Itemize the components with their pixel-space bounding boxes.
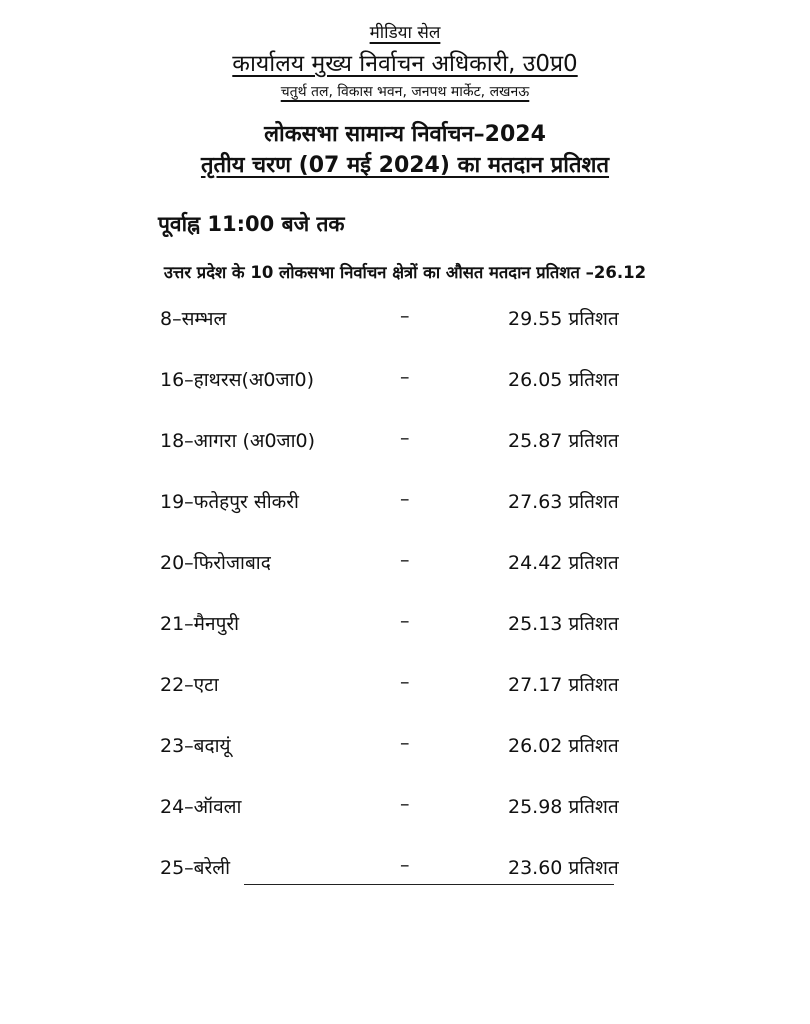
- turnout-value: [508, 427, 619, 453]
- constituency-name: 20–फिरोजाबाद: [160, 552, 271, 574]
- turnout-value: [508, 793, 619, 819]
- office-title: कार्यालय मुख्य निर्वाचन अधिकारी, उ0प्र0: [232, 51, 578, 77]
- separator-dash: –: [400, 732, 410, 754]
- turnout-value: [508, 610, 619, 636]
- table-row: [0, 305, 810, 345]
- turnout-number: 24.42: [508, 552, 563, 574]
- constituency-name: 18–आगरा (अ0जा0): [160, 430, 316, 452]
- turnout-value: [508, 305, 619, 331]
- constituency-name: 16–हाथरस(अ0जा0): [160, 369, 314, 391]
- table-row: [0, 732, 810, 772]
- turnout-unit: प्रतिशत: [568, 796, 619, 818]
- table-row: [0, 427, 810, 467]
- constituency-name: 23–बदायूं: [160, 735, 231, 757]
- turnout-number: 25.98: [508, 796, 563, 818]
- table-row: [0, 793, 810, 833]
- time-label: पूर्वाह्न 11:00 बजे तक: [158, 212, 345, 236]
- separator-dash: –: [400, 305, 410, 327]
- turnout-number: 27.17: [508, 674, 563, 696]
- turnout-value: [508, 366, 619, 392]
- table-row: [0, 549, 810, 589]
- turnout-number: 26.05: [508, 369, 563, 391]
- turnout-number: 29.55: [508, 308, 563, 330]
- turnout-number: 26.02: [508, 735, 563, 757]
- phase-title: तृतीय चरण (07 मई 2024) का मतदान प्रतिशत: [200, 153, 610, 178]
- turnout-unit: प्रतिशत: [568, 735, 619, 757]
- end-divider: [244, 884, 614, 885]
- office-address: चतुर्थ तल, विकास भवन, जनपथ मार्केट, लखनऊ: [280, 84, 530, 100]
- turnout-unit: प्रतिशत: [568, 369, 619, 391]
- turnout-unit: प्रतिशत: [568, 491, 619, 513]
- average-turnout-line: उत्तर प्रदेश के 10 लोकसभा निर्वाचन क्षेत्रों का औसत मतदान प्रतिशत –26.12: [163, 263, 647, 282]
- turnout-number: 25.13: [508, 613, 563, 635]
- turnout-number: 27.63: [508, 491, 563, 513]
- separator-dash: –: [400, 610, 410, 632]
- turnout-unit: प्रतिशत: [568, 857, 619, 879]
- separator-dash: –: [400, 488, 410, 510]
- turnout-unit: प्रतिशत: [568, 308, 619, 330]
- separator-dash: –: [400, 549, 410, 571]
- table-row: [0, 610, 810, 650]
- turnout-value: [508, 549, 619, 575]
- table-row: [0, 671, 810, 711]
- separator-dash: –: [400, 854, 410, 876]
- constituency-name: 22–एटा: [160, 674, 219, 696]
- election-title: लोकसभा सामान्य निर्वाचन–2024: [264, 122, 546, 147]
- media-cell-heading: मीडिया सेल: [369, 23, 441, 43]
- constituency-name: 19–फतेहपुर सीकरी: [160, 491, 299, 513]
- turnout-value: [508, 732, 619, 758]
- separator-dash: –: [400, 793, 410, 815]
- turnout-value: [508, 671, 619, 697]
- constituency-name: 8–सम्भल: [160, 308, 227, 330]
- separator-dash: –: [400, 427, 410, 449]
- constituency-name: 25–बरेली: [160, 857, 231, 879]
- turnout-unit: प्रतिशत: [568, 552, 619, 574]
- constituency-name: 21–मैनपुरी: [160, 613, 240, 635]
- table-row: [0, 366, 810, 406]
- turnout-value: [508, 488, 619, 514]
- turnout-value: [508, 854, 619, 880]
- table-row: [0, 488, 810, 528]
- separator-dash: –: [400, 366, 410, 388]
- turnout-unit: प्रतिशत: [568, 430, 619, 452]
- turnout-unit: प्रतिशत: [568, 674, 619, 696]
- turnout-number: 25.87: [508, 430, 563, 452]
- table-row: [0, 854, 810, 894]
- turnout-number: 23.60: [508, 857, 563, 879]
- constituency-name: 24–ऑवला: [160, 796, 242, 818]
- separator-dash: –: [400, 671, 410, 693]
- turnout-unit: प्रतिशत: [568, 613, 619, 635]
